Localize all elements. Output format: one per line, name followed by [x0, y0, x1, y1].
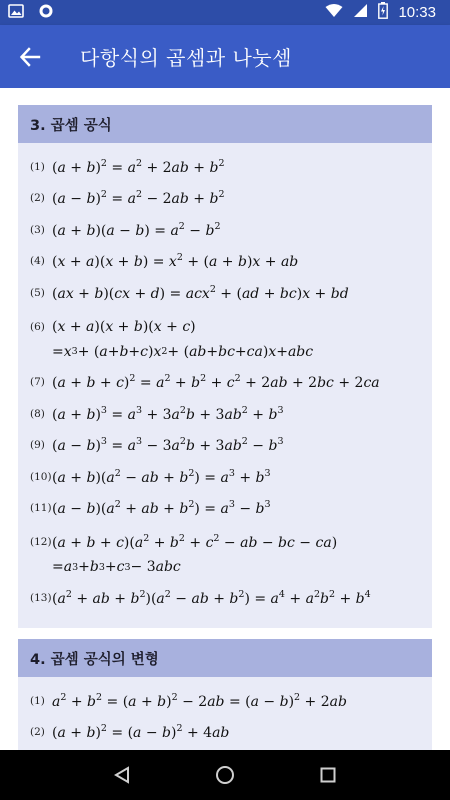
- section-formula-variants: [18, 639, 432, 750]
- formula-expression: $a^2 + b^2 = (a + b)^2 - 2ab = (a - b)^2 + 2ab$: [52, 691, 347, 710]
- recents-nav-button[interactable]: [308, 755, 348, 795]
- navigation-bar: [0, 750, 450, 800]
- formula-expression: $(a + b)(a - b) = a^2 - b^2$: [52, 220, 221, 239]
- formula-item: [30, 277, 432, 309]
- formula-expression: $(a + b)(a^2$ − ab + $b^2) = a^3 + b^3$: [52, 467, 271, 486]
- formula-number: (3): [30, 223, 45, 236]
- formula-item: [30, 430, 432, 462]
- sync-notification-icon: [38, 3, 54, 23]
- formula-item: [30, 582, 432, 614]
- home-nav-button[interactable]: [205, 755, 245, 795]
- content-scroll[interactable]: [0, 88, 450, 750]
- formula-number: (2): [30, 726, 45, 739]
- formula-item: [30, 685, 432, 717]
- section-multiplication-formulas: [18, 105, 432, 628]
- formula-item: [30, 309, 432, 367]
- formula-expression: ($a^2$ + ab + $b^2)(a^2$ − ab + $b^2) = a^4 + a^2b^2 + b^4$: [52, 588, 371, 607]
- section-title: 3. 곱셈 공식: [18, 105, 432, 143]
- formula-expression-continued: = x 3 + ( a + b + c ) x 2 + ( ab + bc + ca ) x + abc: [52, 343, 314, 360]
- formula-item: [30, 183, 432, 215]
- formula-expression: $(x + a)(x + b) = x^2 + (a + b)x$ + ab: [52, 252, 299, 271]
- formula-number: (2): [30, 192, 45, 205]
- formula-item: [30, 717, 432, 749]
- formula-expression: $(a + b)^3 = a^3 + 3a^2b + 3ab^2 + b^3$: [52, 404, 284, 423]
- signal-icon: [353, 3, 368, 22]
- status-clock: 10:33: [398, 4, 436, 21]
- arrow-left-icon: [19, 46, 41, 68]
- formula-number: (12): [30, 536, 52, 548]
- formula-number: (4): [30, 255, 45, 268]
- wifi-icon: [325, 3, 343, 22]
- formula-expression: $(a + b)^2 = (a - b)^2 + 4ab$: [52, 723, 230, 742]
- formula-item: [30, 493, 432, 525]
- section-title: 4. 곱셈 공식의 변형: [18, 639, 432, 677]
- formula-number: (9): [30, 439, 45, 452]
- formula-expression: $(a - b)^2 = a^2 - 2ab + b^2$: [52, 189, 225, 208]
- formula-item: [30, 524, 432, 582]
- battery-icon: [378, 2, 388, 23]
- formula-number: (7): [30, 376, 45, 389]
- formula-number: (6): [30, 320, 45, 333]
- formula-expression-continued: = a 3 + b 3 + c 3 − 3 abc: [52, 559, 181, 575]
- formula-expression: $(a - b)(a^2$ + ab + $b^2) = a^3 - b^3$: [52, 499, 271, 518]
- app-bar: [0, 25, 450, 88]
- formula-expression: $(a + b + c)^2 = a^2 + b^2 + c^2 + 2ab + 2bc + 2ca$: [52, 373, 380, 392]
- formula-expression: $(a + b)^2 = a^2 + 2ab + b^2$: [52, 157, 225, 176]
- image-notification-icon: [8, 3, 24, 23]
- status-bar: [0, 0, 450, 25]
- formula-expression: $(a + b + c)(a^2 + b^2 + c^2$ − ab − bc − ca): [52, 533, 338, 551]
- formula-list: [18, 677, 432, 748]
- formula-list: [18, 143, 432, 614]
- formula-number: (8): [30, 407, 45, 420]
- formula-item: [30, 246, 432, 278]
- formula-item: [30, 151, 432, 183]
- formula-expression: $(a - b)^3 = a^3 - 3a^2b + 3ab^2 - b^3$: [52, 436, 284, 455]
- back-nav-button[interactable]: [102, 755, 142, 795]
- formula-number: (1): [30, 694, 45, 707]
- formula-number: (11): [30, 502, 52, 515]
- formula-number: (5): [30, 286, 45, 299]
- back-button[interactable]: [2, 29, 58, 85]
- formula-number: (13): [30, 591, 52, 604]
- formula-expression: (ax + b)(cx + d) = acx$^2$ + (ad + bc)x + bd: [52, 283, 349, 302]
- square-recents-icon: [319, 766, 337, 784]
- circle-home-icon: [215, 765, 235, 785]
- triangle-back-icon: [113, 766, 131, 784]
- formula-item: [30, 461, 432, 493]
- formula-item: [30, 367, 432, 399]
- formula-number: (1): [30, 160, 45, 173]
- formula-item: [30, 214, 432, 246]
- formula-number: (10): [30, 470, 52, 483]
- formula-expression: (x + a)(x + b)(x + c): [52, 318, 196, 335]
- formula-item: [30, 398, 432, 430]
- page-title: 다항식의 곱셈과 나눗셈: [80, 46, 292, 70]
